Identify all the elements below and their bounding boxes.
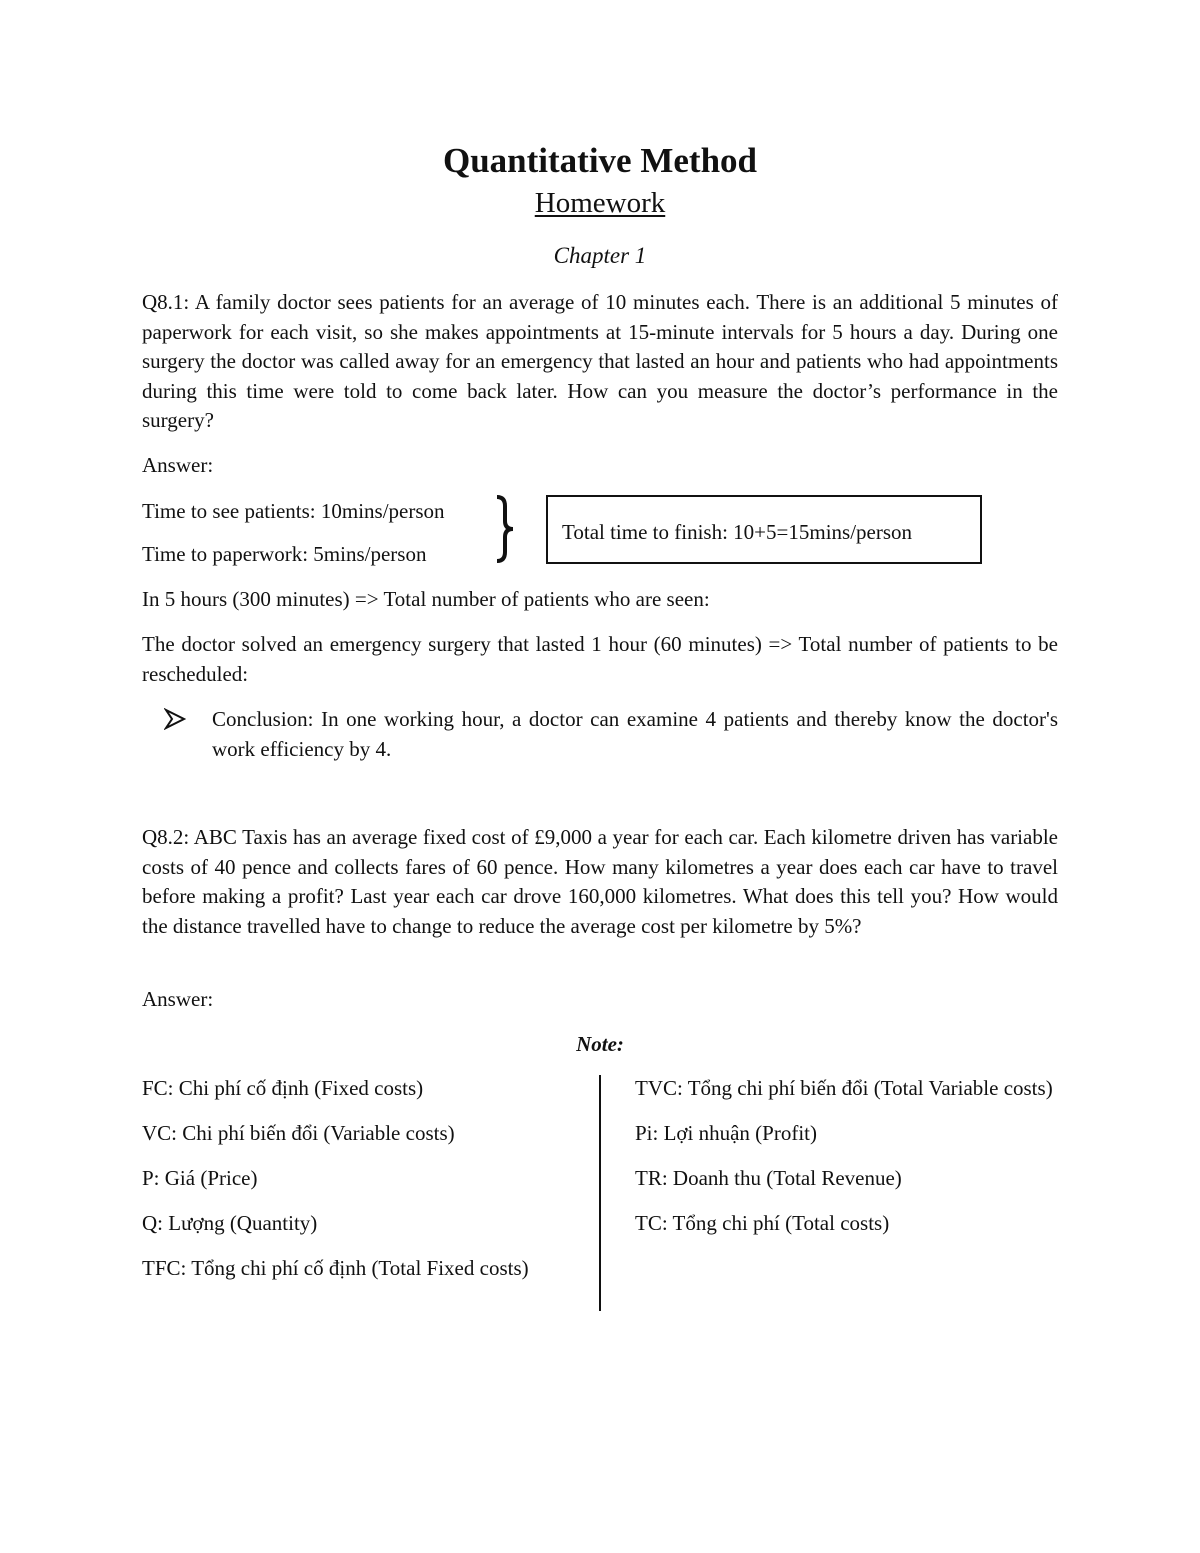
note-item: Q: Lượng (Quantity) <box>142 1211 318 1235</box>
notes-right-column <box>635 1074 1058 1254</box>
note-item: VC: Chi phí biến đổi (Variable costs) <box>142 1121 455 1145</box>
note-item: TVC: Tổng chi phí biến đổi (Total Variable costs) <box>635 1076 1053 1100</box>
answer-label-8-1: Answer: <box>142 453 214 477</box>
note-item: P: Giá (Price) <box>142 1166 258 1190</box>
column-divider <box>599 1075 601 1311</box>
document-title: Quantitative Method <box>442 141 757 180</box>
note-item: FC: Chi phí cố định (Fixed costs) <box>142 1076 424 1100</box>
note-item: Pi: Lợi nhuận (Profit) <box>635 1121 818 1145</box>
chapter-heading: Chapter 1 <box>553 243 647 268</box>
question-8-1: Q8.1: A family doctor sees patients for an average of 10 minutes each. There is an additional 5 minutes of paperwork for each visit, so she makes appointments at 15-minute intervals for 5 hours a day. During one surgery the doctor was called away for an emergency that lasted an hour and patients who had appointments during this time were told to come back later. How can you measure the doctor’s performance in the surgery? <box>142 290 1058 432</box>
note-item: TR: Doanh thu (Total Revenue) <box>635 1166 902 1190</box>
note-item: TFC: Tổng chi phí cố định (Total Fixed costs) <box>142 1256 529 1280</box>
conclusion-text: Conclusion: In one working hour, a doctor can examine 4 patients and thereby know the doctor's work efficiency by 4. <box>212 707 1058 761</box>
note-heading: Note: <box>576 1032 624 1056</box>
right-brace-icon <box>494 494 518 564</box>
answer-label-8-2: Answer: <box>142 987 214 1011</box>
notes-left-column <box>142 1074 564 1299</box>
time-see-patients: Time to see patients: 10mins/person <box>142 499 445 523</box>
document-subtitle: Homework <box>534 187 666 219</box>
time-paperwork: Time to paperwork: 5mins/person <box>142 542 427 566</box>
total-time-text: Total time to finish: 10+5=15mins/person <box>562 520 913 544</box>
question-8-2: Q8.2: ABC Taxis has an average fixed cost of £9,000 a year for each car. Each kilometre driven has variable costs of 40 pence and collects fares of 60 pence. How many kilometres a year does each car have to travel before making a profit? Last year each car drove 160,000 kilometres. What does this tell you? How would the distance travelled have to change to reduce the average cost per kilometre by 5%? <box>142 825 1058 938</box>
patients-seen: In 5 hours (300 minutes) => Total number of patients who are seen: <box>142 587 710 611</box>
arrowhead-bullet-icon <box>164 708 186 730</box>
total-time-box <box>546 495 982 564</box>
note-item: TC: Tổng chi phí (Total costs) <box>635 1211 890 1235</box>
patients-rescheduled: The doctor solved an emergency surgery that lasted 1 hour (60 minutes) => Total number of patients to be rescheduled: <box>142 632 1058 686</box>
